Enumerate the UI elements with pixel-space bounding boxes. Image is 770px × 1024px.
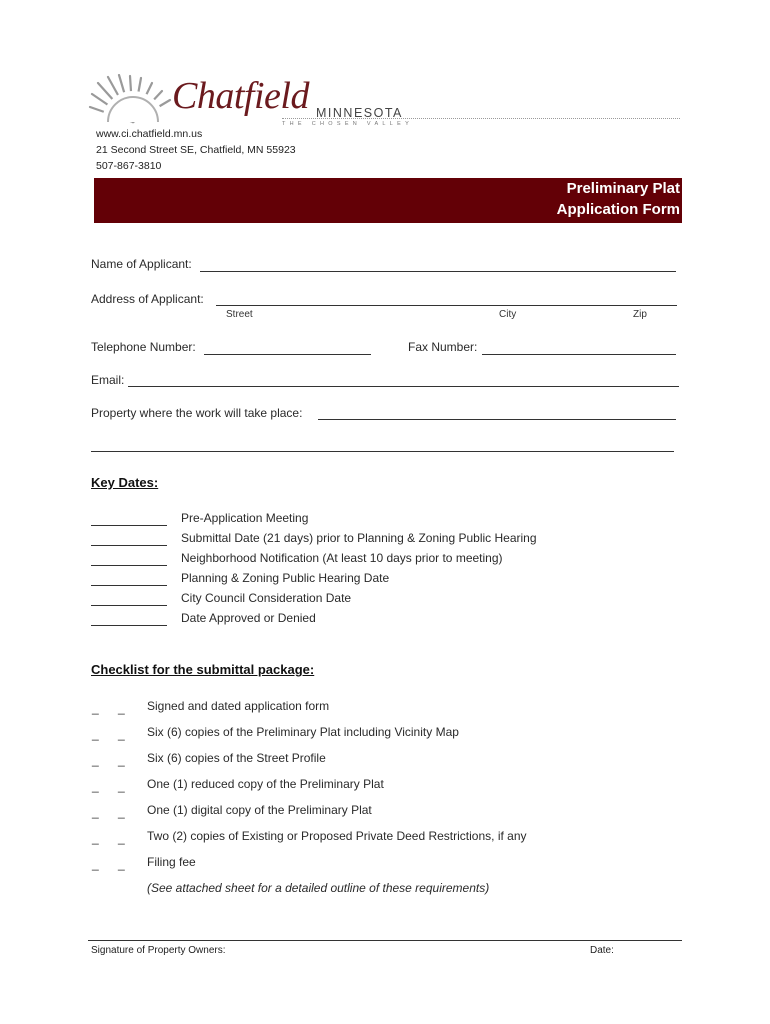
date-label: Date: xyxy=(590,945,614,956)
name-label: Name of Applicant: xyxy=(91,257,192,271)
signature-label: Signature of Property Owners: xyxy=(91,945,226,956)
checklist-box-b[interactable]: _ xyxy=(118,727,125,741)
checklist-box-a[interactable]: _ xyxy=(92,857,99,871)
checklist-box-b[interactable]: _ xyxy=(118,857,125,871)
key-date-field[interactable] xyxy=(91,565,167,566)
checklist-box-b[interactable]: _ xyxy=(118,753,125,767)
key-date-label: Pre-Application Meeting xyxy=(181,511,309,525)
title-line-2: Application Form xyxy=(556,201,680,218)
fax-field[interactable] xyxy=(482,354,676,355)
property-field[interactable] xyxy=(318,419,676,420)
checklist-item: One (1) reduced copy of the Preliminary Plat xyxy=(147,777,384,791)
city-caption: City xyxy=(499,309,517,320)
checklist-item: One (1) digital copy of the Preliminary Plat xyxy=(147,803,372,817)
key-date-label: City Council Consideration Date xyxy=(181,591,352,605)
website-link[interactable]: www.ci.chatfield.mn.us xyxy=(96,128,203,140)
logo-state: MINNESOTA xyxy=(316,106,403,120)
telephone-field[interactable] xyxy=(204,354,371,355)
signature-line[interactable] xyxy=(88,940,682,941)
checklist-box-a[interactable]: _ xyxy=(92,805,99,819)
email-label: Email: xyxy=(91,373,125,387)
logo-divider xyxy=(282,118,680,119)
telephone-label: Telephone Number: xyxy=(91,340,196,354)
checklist-box-a[interactable]: _ xyxy=(92,779,99,793)
key-date-label: Neighborhood Notification (At least 10 days prior to meeting) xyxy=(181,551,503,565)
checklist-box-b[interactable]: _ xyxy=(118,701,125,715)
key-date-field[interactable] xyxy=(91,585,167,586)
checklist-note: (See attached sheet for a detailed outline of these requirements) xyxy=(147,881,490,895)
address-label: Address of Applicant: xyxy=(91,292,204,306)
zip-caption: Zip xyxy=(633,309,647,320)
title-line-1: Preliminary Plat xyxy=(566,180,680,197)
checklist-box-b[interactable]: _ xyxy=(118,831,125,845)
address-field[interactable] xyxy=(216,305,677,306)
title-banner xyxy=(94,178,682,223)
key-date-label: Submittal Date (21 days) prior to Planning & Zoning Public Hearing xyxy=(181,531,537,545)
checklist-box-b[interactable]: _ xyxy=(118,805,125,819)
key-date-field[interactable] xyxy=(91,545,167,546)
checklist-item: Six (6) copies of the Street Profile xyxy=(147,751,326,765)
logo-sunburst-icon xyxy=(88,74,178,124)
key-dates-heading: Key Dates: xyxy=(91,475,159,490)
key-date-field[interactable] xyxy=(91,605,167,606)
checklist-item: Two (2) copies of Existing or Proposed Private Deed Restrictions, if any xyxy=(147,829,527,843)
checklist-item: Filing fee xyxy=(147,855,196,869)
street-caption: Street xyxy=(226,309,253,320)
name-field[interactable] xyxy=(200,271,676,272)
property-field-line-2[interactable] xyxy=(91,451,674,452)
city-phone: 507-867-3810 xyxy=(96,160,162,172)
checklist-box-a[interactable]: _ xyxy=(92,727,99,741)
fax-label: Fax Number: xyxy=(408,340,478,354)
checklist-box-a[interactable]: _ xyxy=(92,831,99,845)
city-address: 21 Second Street SE, Chatfield, MN 55923 xyxy=(96,144,296,156)
key-date-field[interactable] xyxy=(91,625,167,626)
checklist-box-a[interactable]: _ xyxy=(92,753,99,767)
checklist-box-b[interactable]: _ xyxy=(118,779,125,793)
checklist-box-a[interactable]: _ xyxy=(92,701,99,715)
key-date-field[interactable] xyxy=(91,525,167,526)
email-field[interactable] xyxy=(128,386,679,387)
key-date-label: Date Approved or Denied xyxy=(181,611,316,625)
property-label: Property where the work will take place: xyxy=(91,406,303,420)
logo-wordmark: Chatfield xyxy=(172,75,309,117)
checklist-heading: Checklist for the submittal package: xyxy=(91,662,315,677)
checklist-item: Six (6) copies of the Preliminary Plat including Vicinity Map xyxy=(147,725,459,739)
key-date-label: Planning & Zoning Public Hearing Date xyxy=(181,571,390,585)
checklist-item: Signed and dated application form xyxy=(147,699,330,713)
logo-tagline: THE CHOSEN VALLEY xyxy=(282,121,414,127)
